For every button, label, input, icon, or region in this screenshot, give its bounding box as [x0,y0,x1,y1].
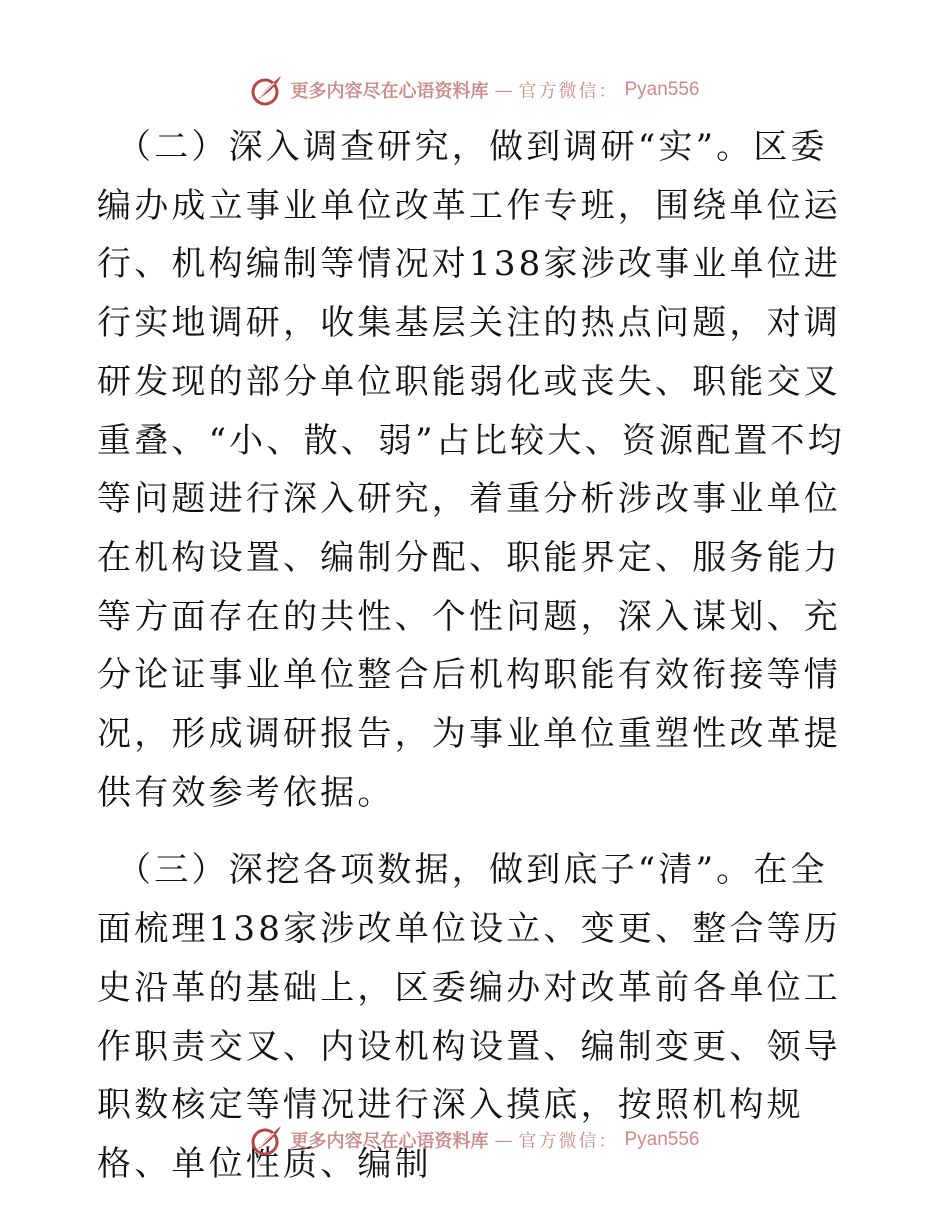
watermark-official-label: 官方微信： [518,1131,619,1152]
feather-pen-logo-icon [250,73,284,107]
watermark-official-label: 官方微信： [518,81,619,102]
footer-watermark [0,1120,950,1160]
watermark-wechat-id: Pyan556 [624,79,700,100]
paragraph-2-research: （二）深入调查研究，做到调研“实”。区委编办成立事业单位改革工作专班，围绕单位运行、机构编制等情况对138家涉改事业单位进行实地调研，收集基层关注的热点问题，对调研发现的部分单位职能弱化或丧失、职能交叉重叠、“小、散、弱”占比较大、资源配置不均等问题进行深入研究，着重分析涉改事业单位在机构设置、编制分配、职能界定、服务能力等方面存在的共性、个性问题，深入谋划、充分论证事业单位整合后机构职能有效衔接等情况，形成调研报告，为事业单位重塑性改革提供有效参考依据。 [97,127,845,813]
paragraph-3-data: （三）深挖各项数据，做到底子“清”。在全面梳理138家涉改单位设立、变更、整合等历史沿革的基础上，区委编办对改革前各单位工作职责交叉、内设机构设置、编制变更、领导职数核定等情况进行深入摸底，按照机构规格、单位性质、编制 [97,850,842,1184]
watermark-separator: — [494,1129,513,1151]
feather-pen-logo-icon [250,1123,284,1157]
document-body [97,118,857,1194]
watermark-site-text: 更多内容尽在心语资料库 [290,1131,489,1152]
watermark-site-text: 更多内容尽在心语资料库 [290,81,489,102]
header-watermark [0,70,950,110]
watermark-separator: — [494,79,513,101]
watermark-wechat-id: Pyan556 [624,1129,700,1150]
